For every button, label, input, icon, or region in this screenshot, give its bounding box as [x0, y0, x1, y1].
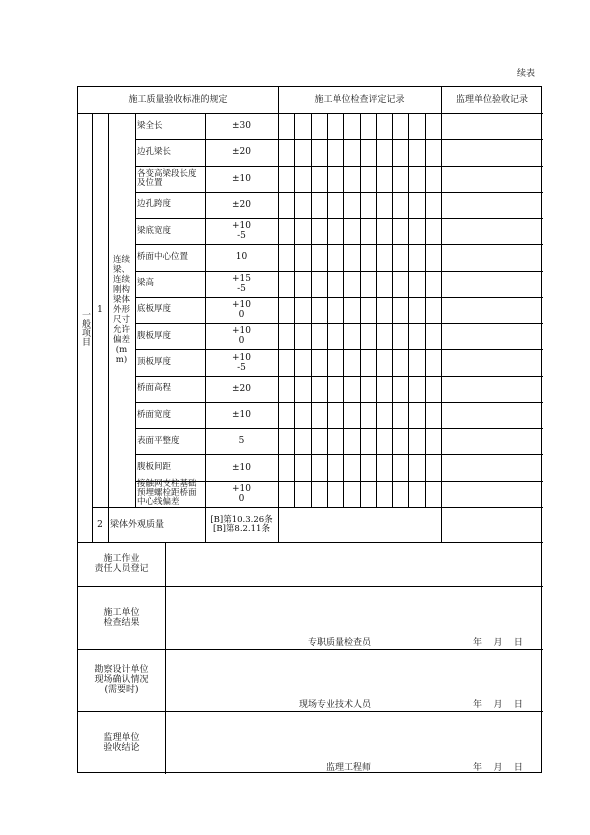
record-entry-cell[interactable]: [278, 192, 294, 218]
supervisor-entry-cell[interactable]: [441, 113, 543, 139]
record-entry-cell[interactable]: [311, 218, 327, 244]
record-entry-cell[interactable]: [392, 139, 408, 165]
record-entry-cell[interactable]: [392, 428, 408, 454]
record-entry-cell[interactable]: [392, 113, 408, 139]
check-item-label: 桥面高程: [137, 383, 172, 394]
record-entry-cell[interactable]: [327, 218, 343, 244]
tolerance-value: +10 -5: [232, 221, 251, 242]
record-entry-cell[interactable]: [311, 192, 327, 218]
tolerance-value: +10 0: [232, 299, 251, 320]
record-entry-cell[interactable]: [392, 454, 408, 480]
item-2-name: 梁体外观质量: [110, 519, 165, 530]
record-entry-cell[interactable]: [294, 454, 310, 480]
record-entry-cell[interactable]: [343, 271, 359, 297]
supervisor-entry-cell[interactable]: [441, 192, 543, 218]
tolerance-value: ±10: [232, 173, 251, 184]
record-entry-cell[interactable]: [376, 323, 392, 349]
record-entry-cell[interactable]: [343, 323, 359, 349]
record-entry-cell[interactable]: [343, 428, 359, 454]
tolerance-value: +15 -5: [232, 273, 251, 294]
record-grid-line: [327, 113, 328, 507]
record-entry-cell[interactable]: [376, 192, 392, 218]
record-entry-cell[interactable]: [408, 218, 424, 244]
record-entry-cell[interactable]: [425, 376, 441, 402]
record-entry-cell[interactable]: [392, 271, 408, 297]
record-entry-cell[interactable]: [311, 166, 327, 192]
sign-date: 年 月 日: [473, 700, 523, 710]
record-entry-cell[interactable]: [392, 297, 408, 323]
check-item-label: 腹板厚度: [137, 330, 172, 341]
record-entry-cell[interactable]: [360, 376, 376, 402]
record-entry-cell[interactable]: [327, 454, 343, 480]
record-entry-cell[interactable]: [278, 139, 294, 165]
record-grid-line: [343, 113, 344, 507]
item-1-name: [108, 113, 135, 507]
record-entry-cell[interactable]: [278, 297, 294, 323]
supervisor-entry-cell[interactable]: [441, 139, 543, 165]
check-item-label: 顶板厚度: [137, 357, 172, 368]
record-entry-cell[interactable]: [311, 323, 327, 349]
inspection-form: [77, 86, 542, 773]
item-1-name-text: 连续梁、连续刚构梁体外形尺寸允许偏差(mm): [112, 255, 130, 365]
record-grid-line: [425, 113, 426, 507]
record-entry-cell[interactable]: [294, 323, 310, 349]
tolerance-value: +10 0: [232, 483, 251, 504]
record-entry-cell[interactable]: [392, 218, 408, 244]
header-contractor-record: 施工单位检查评定记录: [314, 95, 405, 105]
record-entry-cell[interactable]: [311, 139, 327, 165]
item-2-reference: [B]第10.3.26条 [B]第8.2.11条: [210, 514, 273, 534]
record-entry-cell[interactable]: [343, 166, 359, 192]
record-entry-cell[interactable]: [376, 244, 392, 270]
record-entry-cell[interactable]: [343, 349, 359, 375]
supervisor-entry-cell[interactable]: [441, 402, 543, 428]
record-entry-cell[interactable]: [408, 428, 424, 454]
record-entry-cell[interactable]: [376, 218, 392, 244]
record-entry-cell[interactable]: [343, 218, 359, 244]
record-grid-line: [360, 113, 361, 507]
check-item-label: 梁全长: [137, 120, 163, 131]
record-entry-cell[interactable]: [294, 218, 310, 244]
record-entry-cell[interactable]: [425, 244, 441, 270]
record-entry-cell[interactable]: [425, 481, 441, 507]
check-item-label: 边孔跨度: [137, 199, 172, 210]
record-entry-cell[interactable]: [278, 166, 294, 192]
record-entry-cell[interactable]: [294, 113, 310, 139]
record-entry-cell[interactable]: [392, 349, 408, 375]
sign-section-label: 施工作业 责任人员登记: [94, 554, 149, 574]
supervisor-entry-cell[interactable]: [441, 244, 543, 270]
sign-date: 年 月 日: [473, 638, 523, 648]
record-entry-cell[interactable]: [425, 428, 441, 454]
record-entry-cell[interactable]: [360, 218, 376, 244]
record-entry-cell[interactable]: [294, 402, 310, 428]
header-supervisor-record: 监理单位验收记录: [455, 95, 528, 105]
tolerance-value: ±20: [232, 199, 251, 210]
check-item-label: 梁高: [137, 278, 155, 289]
supervisor-entry-cell[interactable]: [441, 481, 543, 507]
record-entry-cell[interactable]: [360, 166, 376, 192]
record-entry-cell[interactable]: [360, 402, 376, 428]
record-entry-cell[interactable]: [294, 376, 310, 402]
record-entry-cell[interactable]: [360, 297, 376, 323]
item-1-number: 1: [97, 305, 103, 315]
tolerance-value: +10 0: [232, 326, 251, 347]
record-entry-cell[interactable]: [343, 297, 359, 323]
record-entry-cell[interactable]: [278, 481, 294, 507]
record-entry-cell[interactable]: [408, 349, 424, 375]
record-entry-cell[interactable]: [408, 376, 424, 402]
record-entry-cell[interactable]: [360, 244, 376, 270]
record-entry-cell[interactable]: [376, 297, 392, 323]
record-entry-cell[interactable]: [343, 139, 359, 165]
supervisor-entry-cell[interactable]: [441, 376, 543, 402]
item-2-record-cell[interactable]: [278, 507, 441, 542]
record-entry-cell[interactable]: [376, 139, 392, 165]
record-entry-cell[interactable]: [343, 244, 359, 270]
record-entry-cell[interactable]: [376, 113, 392, 139]
record-entry-cell[interactable]: [408, 244, 424, 270]
record-entry-cell[interactable]: [327, 428, 343, 454]
record-entry-cell[interactable]: [392, 376, 408, 402]
record-entry-cell[interactable]: [278, 376, 294, 402]
supervisor-entry-cell[interactable]: [441, 349, 543, 375]
record-entry-cell[interactable]: [294, 349, 310, 375]
record-entry-cell[interactable]: [278, 113, 294, 139]
record-entry-cell[interactable]: [327, 192, 343, 218]
signer-role: 专职质量检查员: [307, 638, 371, 648]
record-entry-cell[interactable]: [294, 428, 310, 454]
record-entry-cell[interactable]: [425, 271, 441, 297]
record-entry-cell[interactable]: [294, 192, 310, 218]
sign-section-label: 监理单位 验收结论: [103, 732, 140, 753]
record-entry-cell[interactable]: [343, 376, 359, 402]
record-entry-cell[interactable]: [376, 376, 392, 402]
record-entry-cell[interactable]: [360, 139, 376, 165]
record-entry-cell[interactable]: [376, 271, 392, 297]
record-entry-cell[interactable]: [425, 166, 441, 192]
record-entry-cell[interactable]: [425, 218, 441, 244]
record-entry-cell[interactable]: [360, 192, 376, 218]
record-entry-cell[interactable]: [360, 271, 376, 297]
record-entry-cell[interactable]: [360, 428, 376, 454]
record-entry-cell[interactable]: [327, 244, 343, 270]
record-entry-cell[interactable]: [294, 139, 310, 165]
record-entry-cell[interactable]: [425, 297, 441, 323]
item-2-number: 2: [97, 519, 103, 530]
record-entry-cell[interactable]: [425, 192, 441, 218]
record-entry-cell[interactable]: [425, 139, 441, 165]
header-standard: 施工质量验收标准的规定: [128, 95, 228, 105]
record-entry-cell[interactable]: [327, 113, 343, 139]
check-item-label: 接触网支柱基础预埋螺栓距桥面中心线偏差: [137, 479, 197, 508]
record-entry-cell[interactable]: [327, 297, 343, 323]
record-entry-cell[interactable]: [327, 323, 343, 349]
record-entry-cell[interactable]: [343, 454, 359, 480]
check-item-label: 各变高梁段长度及位置: [137, 168, 197, 188]
check-item-label: 腹板间距: [137, 462, 172, 473]
record-entry-cell[interactable]: [392, 323, 408, 349]
check-item-label: 桥面宽度: [137, 409, 172, 420]
record-entry-cell[interactable]: [425, 323, 441, 349]
record-entry-cell[interactable]: [327, 376, 343, 402]
record-entry-cell[interactable]: [294, 297, 310, 323]
record-entry-cell[interactable]: [278, 349, 294, 375]
record-entry-cell[interactable]: [343, 113, 359, 139]
record-entry-cell[interactable]: [278, 323, 294, 349]
tolerance-value: ±10: [232, 410, 251, 421]
supervisor-entry-cell[interactable]: [441, 297, 543, 323]
record-entry-cell[interactable]: [392, 481, 408, 507]
record-grid-line: [311, 113, 312, 507]
record-entry-cell[interactable]: [311, 428, 327, 454]
record-entry-cell[interactable]: [327, 402, 343, 428]
check-item-label: 底板厚度: [137, 304, 172, 315]
sign-date: 年 月 日: [473, 763, 523, 773]
sign-section-label: 施工单位 检查结果: [103, 607, 140, 628]
record-entry-cell[interactable]: [392, 402, 408, 428]
tolerance-value: 5: [238, 436, 245, 447]
supervisor-entry-cell[interactable]: [441, 271, 543, 297]
record-entry-cell[interactable]: [425, 113, 441, 139]
tolerance-value: ±20: [232, 383, 251, 394]
record-entry-cell[interactable]: [311, 271, 327, 297]
record-entry-cell[interactable]: [311, 113, 327, 139]
record-entry-cell[interactable]: [343, 481, 359, 507]
record-entry-cell[interactable]: [376, 166, 392, 192]
record-entry-cell[interactable]: [278, 428, 294, 454]
record-entry-cell[interactable]: [376, 481, 392, 507]
record-entry-cell[interactable]: [294, 271, 310, 297]
record-grid-line: [392, 113, 393, 507]
record-entry-cell[interactable]: [311, 454, 327, 480]
record-entry-cell[interactable]: [408, 139, 424, 165]
category-label: 一般项目: [80, 309, 90, 346]
supervisor-entry-cell[interactable]: [441, 218, 543, 244]
record-entry-cell[interactable]: [408, 297, 424, 323]
record-entry-cell[interactable]: [360, 454, 376, 480]
record-entry-cell[interactable]: [294, 244, 310, 270]
record-entry-cell[interactable]: [278, 244, 294, 270]
check-item-label: 桥面中心位置: [137, 251, 189, 262]
tolerance-value: ±10: [232, 462, 251, 473]
record-entry-cell[interactable]: [425, 349, 441, 375]
record-entry-cell[interactable]: [311, 297, 327, 323]
record-entry-cell[interactable]: [278, 454, 294, 480]
tolerance-value: +10 -5: [232, 352, 251, 373]
tolerance-value: ±30: [232, 121, 251, 132]
check-item-label: 表面平整度: [137, 435, 180, 446]
category-general-items: [78, 113, 92, 542]
record-entry-cell[interactable]: [327, 139, 343, 165]
record-entry-cell[interactable]: [311, 481, 327, 507]
supervisor-entry-cell[interactable]: [441, 428, 543, 454]
record-entry-cell[interactable]: [311, 402, 327, 428]
record-entry-cell[interactable]: [408, 454, 424, 480]
record-grid-line: [294, 113, 295, 507]
record-grid-line: [408, 113, 409, 507]
record-entry-cell[interactable]: [392, 192, 408, 218]
record-entry-cell[interactable]: [327, 481, 343, 507]
record-entry-cell[interactable]: [408, 166, 424, 192]
record-entry-cell[interactable]: [294, 481, 310, 507]
signer-role: 现场专业技术人员: [298, 700, 371, 710]
record-entry-cell[interactable]: [360, 323, 376, 349]
record-entry-cell[interactable]: [408, 402, 424, 428]
record-entry-cell[interactable]: [408, 192, 424, 218]
record-entry-cell[interactable]: [376, 428, 392, 454]
record-entry-cell[interactable]: [278, 271, 294, 297]
tolerance-value: ±20: [232, 147, 251, 158]
record-entry-cell[interactable]: [278, 402, 294, 428]
record-entry-cell[interactable]: [343, 402, 359, 428]
record-entry-cell[interactable]: [376, 454, 392, 480]
record-entry-cell[interactable]: [425, 454, 441, 480]
record-entry-cell[interactable]: [294, 166, 310, 192]
record-entry-cell[interactable]: [327, 166, 343, 192]
record-entry-cell[interactable]: [311, 376, 327, 402]
continuation-label: 续表: [517, 69, 536, 79]
record-grid-line: [376, 113, 377, 507]
record-entry-cell[interactable]: [360, 349, 376, 375]
record-entry-cell[interactable]: [376, 402, 392, 428]
record-entry-cell[interactable]: [408, 323, 424, 349]
record-entry-cell[interactable]: [327, 271, 343, 297]
record-entry-cell[interactable]: [278, 218, 294, 244]
record-entry-cell[interactable]: [343, 192, 359, 218]
record-entry-cell[interactable]: [408, 481, 424, 507]
record-entry-cell[interactable]: [311, 244, 327, 270]
tolerance-value: 10: [235, 252, 248, 263]
record-entry-cell[interactable]: [392, 244, 408, 270]
record-entry-cell[interactable]: [425, 402, 441, 428]
sign-section-label: 勘察设计单位 现场确认情况 (需要时): [94, 665, 149, 695]
supervisor-entry-cell[interactable]: [441, 323, 543, 349]
record-entry-cell[interactable]: [408, 271, 424, 297]
supervisor-entry-cell[interactable]: [441, 454, 543, 480]
record-entry-cell[interactable]: [311, 349, 327, 375]
check-item-label: 边孔梁长: [137, 146, 172, 157]
record-entry-cell[interactable]: [360, 113, 376, 139]
signer-role: 监理工程师: [325, 763, 371, 773]
record-entry-cell[interactable]: [392, 166, 408, 192]
sign-entry-area[interactable]: [165, 542, 543, 586]
record-grid-line: [441, 113, 442, 507]
supervisor-entry-cell[interactable]: [441, 166, 543, 192]
record-entry-cell[interactable]: [327, 349, 343, 375]
record-entry-cell[interactable]: [376, 349, 392, 375]
record-entry-cell[interactable]: [408, 113, 424, 139]
record-entry-cell[interactable]: [360, 481, 376, 507]
check-item-label: 梁底宽度: [137, 225, 172, 236]
